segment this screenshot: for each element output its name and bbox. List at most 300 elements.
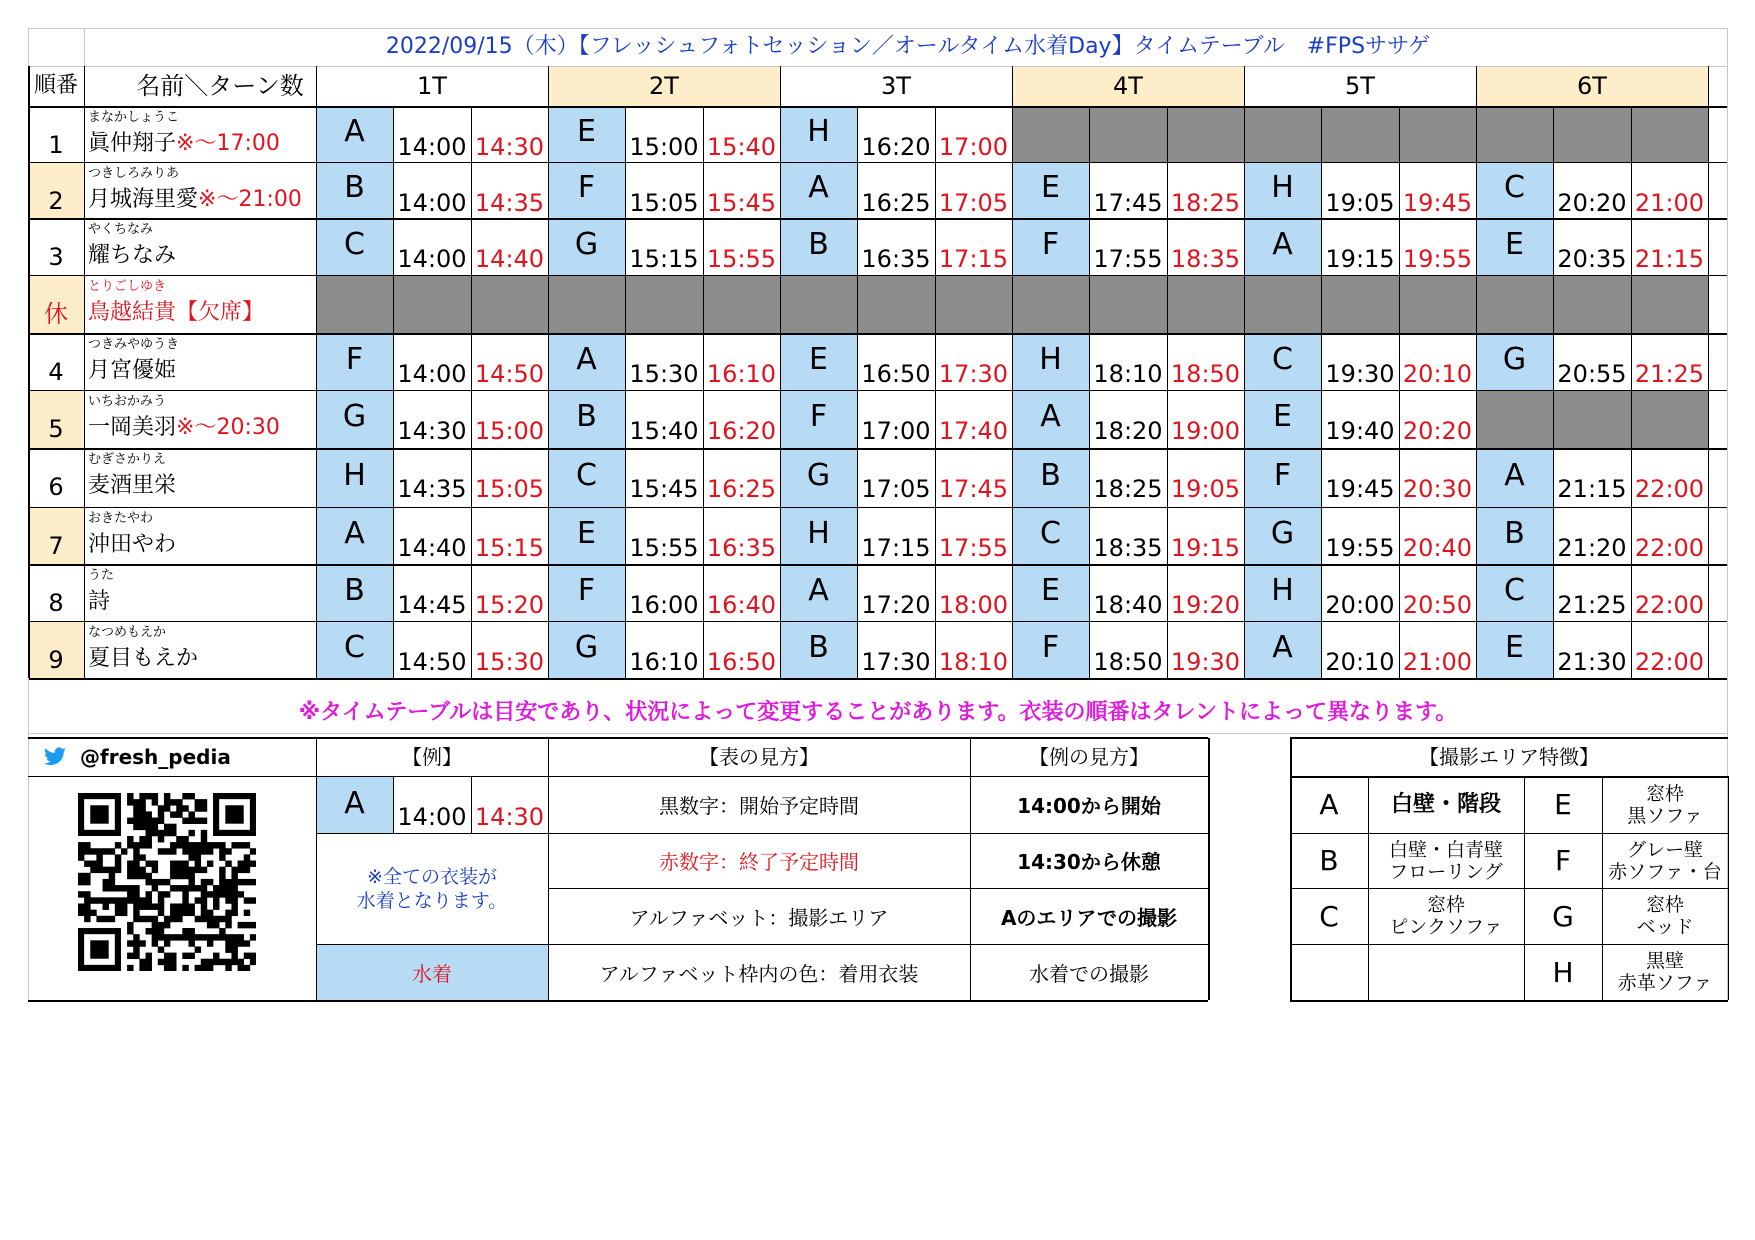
start-time: 19:05 [1325, 189, 1395, 217]
shooting-area-cell[interactable]: B [780, 621, 857, 678]
start-time: 17:20 [861, 591, 931, 619]
end-time: 14:50 [474, 360, 545, 388]
talent-name [88, 357, 176, 385]
header-order: 順番 [33, 73, 78, 98]
name-kana: まなかしょうこ [88, 110, 180, 125]
grid-line [1728, 776, 1729, 1000]
shooting-area-cell[interactable]: E [1476, 621, 1553, 678]
shooting-area-cell[interactable]: F [1012, 621, 1089, 678]
shooting-area-cell[interactable]: B [316, 162, 393, 218]
grid-line [28, 218, 1728, 220]
shooting-area-cell[interactable]: A [1476, 448, 1553, 507]
shooting-area-cell[interactable]: A [1244, 218, 1321, 275]
talent-name-text: 鳥越結貴【欠席】 [88, 300, 265, 325]
talent-name [88, 242, 176, 270]
shooting-area-cell[interactable]: F [1012, 218, 1089, 275]
grid-line [28, 66, 30, 678]
shooting-area-cell[interactable]: C [316, 218, 393, 275]
grid-line [84, 28, 85, 66]
grid-line [28, 333, 1728, 335]
row-number: 4 [48, 358, 64, 386]
start-time: 17:00 [861, 417, 931, 445]
start-time: 19:55 [1325, 534, 1395, 562]
grid-line [548, 888, 1208, 889]
end-time: 20:30 [1402, 475, 1473, 503]
costume-label: 水着 [316, 944, 548, 1000]
start-time: 14:30 [397, 417, 467, 445]
end-time: 18:25 [1170, 189, 1241, 217]
grid-line [316, 66, 317, 678]
area-key: G [1552, 899, 1574, 933]
start-time: 16:50 [861, 360, 931, 388]
grid-line [28, 564, 1728, 566]
talent-name-text: 月城海里愛 [88, 187, 199, 212]
availability-note: ※～20:30 [176, 415, 280, 440]
shooting-area-cell[interactable]: C [548, 448, 625, 507]
grid-line [1290, 888, 1728, 889]
howto-item: アルファベット枠内の色：着用衣装 [599, 961, 919, 986]
area-description: 窓枠 ベッド [1636, 894, 1694, 938]
grid-line [1602, 776, 1603, 1000]
start-time: 19:30 [1325, 360, 1395, 388]
start-time: 15:40 [629, 417, 699, 445]
grid-line [28, 390, 1728, 391]
grid-line [1290, 1000, 1728, 1002]
grid-line [28, 448, 1728, 450]
shooting-area-cell[interactable]: C [1476, 162, 1553, 218]
shooting-area-cell[interactable]: F [548, 162, 625, 218]
end-time: 17:55 [938, 534, 1009, 562]
grid-line [28, 28, 1728, 29]
name-kana: つきみやゆうき [88, 337, 180, 352]
howto-item: 赤数字：終了予定時間 [659, 850, 859, 874]
shooting-area-cell[interactable]: E [1476, 218, 1553, 275]
end-time: 17:05 [938, 189, 1009, 217]
end-time: 19:15 [1170, 534, 1241, 562]
shooting-area-cell[interactable]: E [1012, 564, 1089, 621]
shooting-area-cell[interactable]: E [1012, 162, 1089, 218]
area-key: B [1319, 844, 1339, 877]
grid-line [970, 738, 971, 1000]
grid-line [935, 106, 936, 678]
area-description: グレー壁 赤ソファ・台 [1608, 838, 1722, 883]
twitter-icon[interactable] [42, 745, 68, 769]
end-time: 15:20 [474, 591, 545, 619]
start-time: 15:00 [629, 133, 699, 161]
end-time: 19:45 [1402, 189, 1473, 217]
name-kana: おきたやわ [88, 511, 154, 526]
start-time: 18:40 [1093, 591, 1163, 619]
header-name-turn: 名前＼ターン数 [136, 72, 304, 100]
shooting-area-cell[interactable]: H [780, 507, 857, 564]
grid-line [548, 738, 549, 1000]
talent-name-text: 麦酒里栄 [88, 473, 177, 498]
grid-line [1290, 776, 1728, 778]
start-time: 18:35 [1093, 534, 1163, 562]
grid-line [471, 106, 472, 678]
area-key [1290, 944, 1368, 1000]
grid-line [1290, 944, 1728, 945]
end-time: 16:10 [706, 360, 777, 388]
start-time: 16:25 [861, 189, 931, 217]
start-time: 16:20 [861, 133, 931, 161]
talent-name-text: 月宮優姫 [88, 358, 177, 383]
start-time: 18:25 [1093, 475, 1163, 503]
example-howto-header: 【例の見方】 [1029, 745, 1149, 769]
start-time: 17:15 [861, 534, 931, 562]
start-time: 21:15 [1557, 475, 1627, 503]
end-time: 15:05 [474, 475, 545, 503]
name-kana: なつめもえか [88, 625, 167, 640]
end-time: 14:40 [474, 245, 545, 273]
area-description: 白壁・白青壁 フローリング [1388, 838, 1503, 883]
grid-line [28, 621, 1728, 622]
start-time: 20:20 [1557, 189, 1627, 217]
end-time: 22:00 [1634, 534, 1705, 562]
shooting-area-cell[interactable]: A [780, 564, 857, 621]
shooting-area-cell[interactable]: E [780, 333, 857, 390]
grid-line [316, 833, 548, 834]
grid-line [548, 833, 1208, 834]
name-kana: やくちなみ [88, 222, 154, 237]
empty-slot [1244, 275, 1476, 333]
end-time: 16:50 [706, 648, 777, 676]
end-time: 19:55 [1402, 245, 1473, 273]
shooting-area-cell[interactable]: B [548, 390, 625, 448]
start-time: 20:35 [1557, 245, 1627, 273]
availability-note: ※～21:00 [198, 187, 302, 212]
example-start-time: 14:00 [397, 803, 467, 831]
end-time: 21:00 [1402, 648, 1473, 676]
start-time: 17:30 [861, 648, 931, 676]
start-time: 16:00 [629, 591, 699, 619]
empty-slot [1476, 106, 1708, 162]
twitter-handle[interactable]: @fresh_pedia [80, 745, 231, 769]
area-description [1368, 944, 1524, 1000]
grid-line [1290, 737, 1728, 739]
shooting-area-cell[interactable]: A [316, 106, 393, 162]
grid-line [471, 776, 472, 833]
row-number: 1 [48, 131, 64, 159]
end-time: 16:35 [706, 534, 777, 562]
start-time: 14:00 [397, 360, 467, 388]
end-time: 17:00 [938, 133, 1009, 161]
shooting-area-cell[interactable]: A [1012, 390, 1089, 448]
end-time: 22:00 [1634, 591, 1705, 619]
grid-line [393, 106, 394, 678]
end-time: 20:10 [1402, 360, 1473, 388]
shooting-area-cell[interactable]: G [1476, 333, 1553, 390]
end-time: 16:40 [706, 591, 777, 619]
example-howto-item: 水着での撮影 [1029, 961, 1149, 986]
start-time: 16:35 [861, 245, 931, 273]
empty-slot [316, 275, 548, 333]
shooting-area-cell[interactable]: H [1244, 162, 1321, 218]
end-time: 18:10 [938, 648, 1009, 676]
name-kana: むぎさかりえ [88, 452, 167, 467]
talent-name-text: 眞仲翔子 [88, 131, 177, 156]
start-time: 21:25 [1557, 591, 1627, 619]
grid-line [28, 275, 1728, 276]
end-time: 17:45 [938, 475, 1009, 503]
start-time: 21:30 [1557, 648, 1627, 676]
end-time: 18:35 [1170, 245, 1241, 273]
howto-item: アルファベット：撮影エリア [629, 905, 889, 930]
shooting-area-cell[interactable]: C [316, 621, 393, 678]
shooting-area-cell[interactable]: G [316, 390, 393, 448]
grid-line [780, 66, 781, 678]
grid-line [28, 776, 1208, 777]
grid-line [1524, 776, 1525, 1000]
shooting-area-cell[interactable]: G [1244, 507, 1321, 564]
talent-name-text: 沖田やわ [88, 532, 177, 557]
start-time: 20:55 [1557, 360, 1627, 388]
start-time: 14:00 [397, 245, 467, 273]
end-time: 16:25 [706, 475, 777, 503]
shooting-area-cell[interactable]: G [548, 218, 625, 275]
row-number: 8 [48, 589, 64, 617]
start-time: 14:00 [397, 189, 467, 217]
area-description: 黒壁 赤革ソファ [1617, 950, 1713, 994]
grid-line [1012, 66, 1013, 678]
shooting-area-cell[interactable]: C [1244, 333, 1321, 390]
example-howto-item: 14:30から休憩 [1017, 850, 1161, 874]
row-number: 2 [28, 162, 84, 218]
area-features-header: 【撮影エリア特徴】 [1419, 745, 1599, 769]
empty-slot [1244, 106, 1476, 162]
grid-line [1167, 106, 1168, 678]
name-kana: つきしろみりあ [88, 166, 180, 181]
shooting-area-cell[interactable]: B [1012, 448, 1089, 507]
end-time: 21:15 [1634, 245, 1705, 273]
shooting-area-cell[interactable]: B [780, 218, 857, 275]
row-number: 3 [48, 243, 64, 271]
grid-line [548, 944, 1208, 945]
end-time: 15:30 [474, 648, 545, 676]
talent-name [88, 186, 302, 214]
start-time: 14:00 [397, 133, 467, 161]
empty-slot [780, 275, 1012, 333]
area-key: H [1552, 955, 1574, 989]
shooting-area-cell[interactable]: G [548, 621, 625, 678]
area-key: E [1554, 788, 1572, 821]
name-kana: うた [88, 568, 115, 583]
empty-slot [548, 275, 780, 333]
end-time: 22:00 [1634, 475, 1705, 503]
start-time: 21:20 [1557, 534, 1627, 562]
example-area-cell: A [316, 776, 393, 833]
end-time: 20:40 [1402, 534, 1473, 562]
grid-line [703, 106, 704, 678]
shooting-area-cell[interactable]: F [548, 564, 625, 621]
talent-name-text: 耀ちなみ [88, 243, 177, 268]
grid-line [1244, 66, 1245, 678]
grid-line [1476, 66, 1477, 678]
grid-line [28, 737, 1208, 739]
grid-line [28, 507, 1728, 508]
start-time: 17:55 [1093, 245, 1163, 273]
grid-line [84, 66, 85, 678]
end-time: 19:30 [1170, 648, 1241, 676]
start-time: 15:30 [629, 360, 699, 388]
shooting-area-cell[interactable]: F [780, 390, 857, 448]
turn-header-1T: 1T [417, 72, 447, 100]
turn-header-4T: 4T [1012, 66, 1244, 106]
name-kana: とりごしゆき [88, 279, 167, 294]
shooting-area-cell[interactable]: F [1244, 448, 1321, 507]
turn-header-3T: 3T [881, 72, 911, 100]
start-time: 20:10 [1325, 648, 1395, 676]
talent-name-text: 一岡美羽 [88, 415, 177, 440]
end-time: 15:40 [706, 133, 777, 161]
talent-name-text: 夏目もえか [88, 646, 199, 671]
talent-name [88, 130, 280, 158]
end-time: 20:50 [1402, 591, 1473, 619]
shooting-area-cell[interactable]: H [1012, 333, 1089, 390]
empty-slot [1476, 275, 1708, 333]
row-number: 9 [28, 621, 84, 678]
start-time: 17:05 [861, 475, 931, 503]
grid-line [28, 106, 1728, 108]
start-time: 18:20 [1093, 417, 1163, 445]
start-time: 19:40 [1325, 417, 1395, 445]
area-key: F [1554, 844, 1572, 877]
talent-name [88, 414, 280, 442]
end-time: 19:20 [1170, 591, 1241, 619]
start-time: 14:50 [397, 648, 467, 676]
example-header: 【例】 [402, 745, 462, 769]
shooting-area-cell[interactable]: F [316, 333, 393, 390]
shooting-area-cell[interactable]: A [548, 333, 625, 390]
grid-line [1208, 738, 1210, 1000]
talent-name-text: 詩 [88, 589, 111, 614]
area-key: A [1319, 788, 1339, 821]
shooting-area-cell[interactable]: A [1244, 621, 1321, 678]
shooting-area-cell[interactable]: B [316, 564, 393, 621]
grid-line [28, 162, 1728, 163]
notice-text: ※タイムテーブルは目安であり、状況によって変更することがあります。衣装の順番はタレントによって異なります。 [298, 700, 1458, 725]
area-description: 窓枠 黒ソファ [1627, 782, 1703, 827]
turn-header-5T: 5T [1345, 72, 1375, 100]
shooting-area-cell[interactable]: C [1012, 507, 1089, 564]
talent-name [88, 645, 198, 673]
grid-line [625, 106, 626, 678]
end-time: 15:55 [706, 245, 777, 273]
end-time: 14:35 [474, 189, 545, 217]
timetable-sheet [28, 28, 1728, 1000]
end-time: 14:30 [474, 133, 545, 161]
grid-line [1290, 738, 1292, 1000]
shooting-area-cell[interactable]: A [780, 162, 857, 218]
empty-slot [1012, 275, 1244, 333]
grid-line [857, 106, 858, 678]
end-time: 17:40 [938, 417, 1009, 445]
shooting-area-cell[interactable]: H [780, 106, 857, 162]
grid-line [1399, 106, 1400, 678]
shooting-area-cell[interactable]: E [1244, 390, 1321, 448]
grid-line [548, 66, 549, 678]
shooting-area-cell[interactable]: H [316, 448, 393, 507]
end-time: 20:20 [1402, 417, 1473, 445]
costume-note: ※全ての衣装が 水着となります。 [356, 865, 508, 912]
qr-code[interactable] [78, 793, 256, 971]
empty-slot [1012, 106, 1244, 162]
end-time: 19:00 [1170, 417, 1241, 445]
start-time: 15:45 [629, 475, 699, 503]
grid-line [316, 944, 548, 945]
start-time: 18:10 [1093, 360, 1163, 388]
start-time: 20:00 [1325, 591, 1395, 619]
grid-line [28, 733, 1728, 734]
row-number: 5 [28, 390, 84, 448]
area-description: 窓枠 ピンクソファ [1389, 894, 1503, 938]
empty-slot [1476, 390, 1708, 448]
shooting-area-cell[interactable]: A [316, 507, 393, 564]
example-howto-item: 14:00から開始 [1017, 794, 1161, 818]
row-number: 7 [28, 507, 84, 564]
start-time: 19:15 [1325, 245, 1395, 273]
grid-line [1553, 106, 1554, 678]
end-time: 22:00 [1634, 648, 1705, 676]
page-title: 2022/09/15（木）【フレッシュフォトセッション／オールタイム水着Day】タイムテーブル #FPSササゲ [385, 34, 1431, 59]
shooting-area-cell[interactable]: H [1244, 564, 1321, 621]
grid-line [28, 678, 29, 1000]
grid-line [1708, 66, 1709, 678]
start-time: 14:35 [397, 475, 467, 503]
start-time: 17:45 [1093, 189, 1163, 217]
start-time: 14:45 [397, 591, 467, 619]
end-time: 18:50 [1170, 360, 1241, 388]
grid-line [1631, 106, 1632, 678]
area-description: 白壁・階段 [1390, 791, 1501, 817]
shooting-area-cell[interactable]: B [1476, 507, 1553, 564]
end-time: 18:00 [938, 591, 1009, 619]
end-time: 16:20 [706, 417, 777, 445]
example-end-time: 14:30 [474, 803, 545, 831]
end-time: 15:15 [474, 534, 545, 562]
howto-header: 【表の見方】 [699, 745, 819, 769]
shooting-area-cell[interactable]: E [548, 507, 625, 564]
start-time: 16:10 [629, 648, 699, 676]
end-time: 15:00 [474, 417, 545, 445]
talent-name [88, 472, 176, 500]
grid-line [1290, 833, 1728, 834]
row-number: 休 [28, 275, 84, 333]
name-kana: いちおかみう [88, 394, 167, 409]
grid-line [1321, 106, 1322, 678]
end-time: 15:45 [706, 189, 777, 217]
start-time: 14:40 [397, 534, 467, 562]
grid-line [28, 678, 1728, 680]
grid-line [1089, 106, 1090, 678]
start-time: 18:50 [1093, 648, 1163, 676]
start-time: 15:15 [629, 245, 699, 273]
availability-note: ※～17:00 [176, 131, 280, 156]
shooting-area-cell[interactable]: G [780, 448, 857, 507]
start-time: 19:45 [1325, 475, 1395, 503]
grid-line [1368, 776, 1369, 1000]
end-time: 21:00 [1634, 189, 1705, 217]
shooting-area-cell[interactable]: E [548, 106, 625, 162]
grid-line [28, 66, 1728, 67]
talent-name [88, 299, 264, 327]
shooting-area-cell[interactable]: C [1476, 564, 1553, 621]
area-key: C [1319, 899, 1339, 933]
howto-item: 黒数字：開始予定時間 [659, 794, 859, 818]
talent-name [88, 588, 110, 616]
grid-line [316, 738, 317, 1000]
talent-name [88, 531, 176, 559]
